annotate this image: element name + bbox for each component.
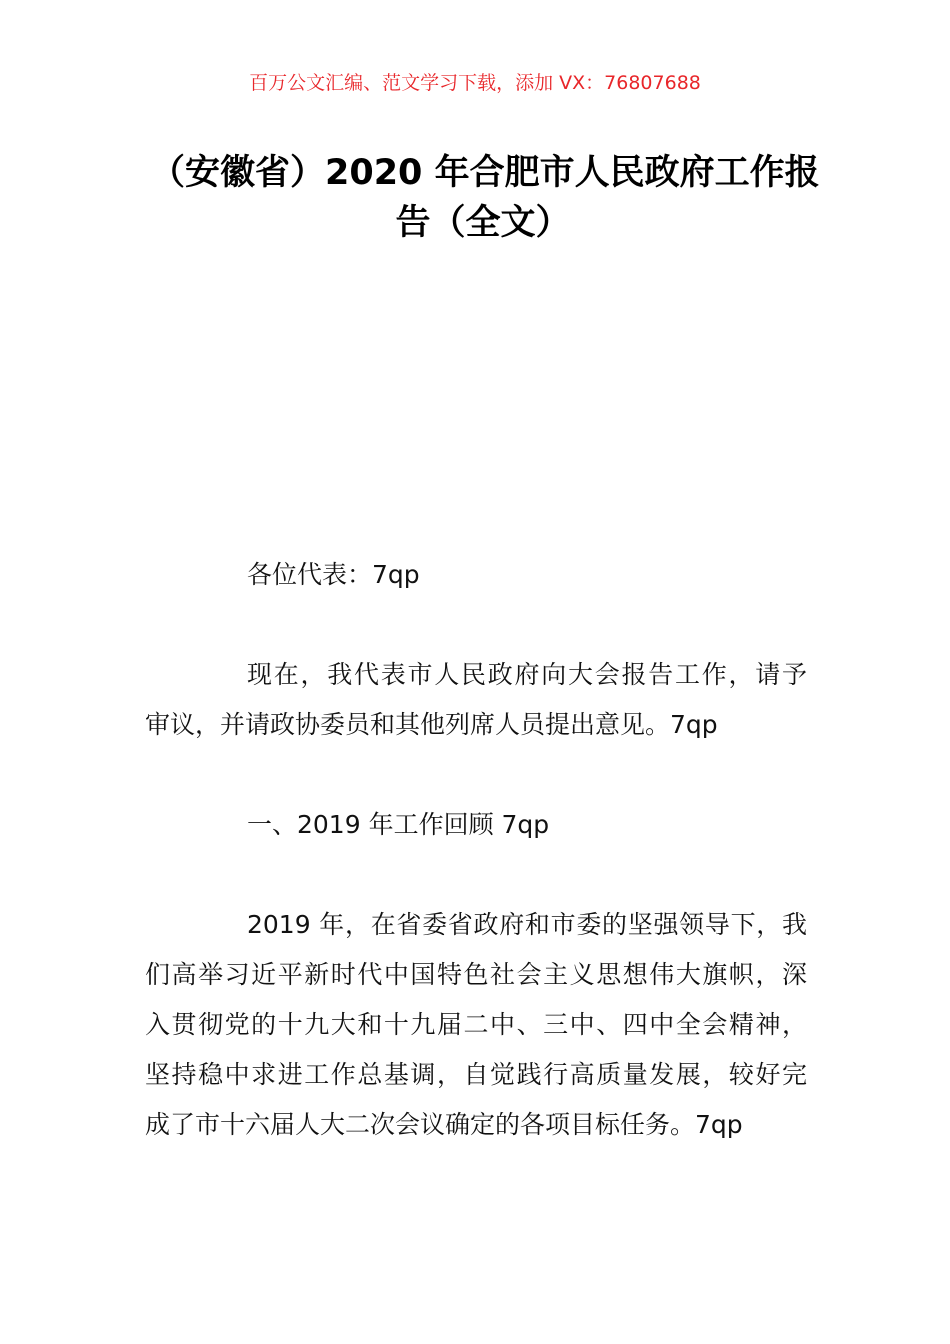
text-line: 一、2019 年工作回顾 7qp [247, 810, 550, 839]
document-title [150, 148, 820, 248]
text-line: 2019 年，在省委省政府和市委的坚强领导下，我 [247, 910, 807, 939]
text-line: 们高举习近平新时代中国特色社会主义思想伟大旗帜，深 [145, 960, 807, 989]
text-line: 现在，我代表市人民政府向大会报告工作，请予 [247, 660, 807, 689]
title-line: （安徽省）2020 年合肥市人民政府工作报 [150, 153, 820, 193]
paragraph-intro [145, 650, 807, 750]
section-heading [145, 800, 807, 850]
watermark-header: 百万公文汇编、范文学习下载，添加 VX：76807688 [249, 72, 701, 94]
text-line: 审议，并请政协委员和其他列席人员提出意见。7qp [145, 710, 718, 739]
paragraph-review [145, 900, 807, 1150]
paragraph-greeting [145, 550, 807, 600]
document-body [145, 550, 807, 1200]
text-line: 成了市十六届人大二次会议确定的各项目标任务。7qp [145, 1110, 743, 1139]
text-line: 各位代表：7qp [247, 560, 420, 589]
text-line: 坚持稳中求进工作总基调，自觉践行高质量发展，较好完 [145, 1060, 807, 1089]
title-line: 告（全文） [395, 203, 571, 243]
text-line: 入贯彻党的十九大和十九届二中、三中、四中全会精神， [145, 1010, 807, 1039]
